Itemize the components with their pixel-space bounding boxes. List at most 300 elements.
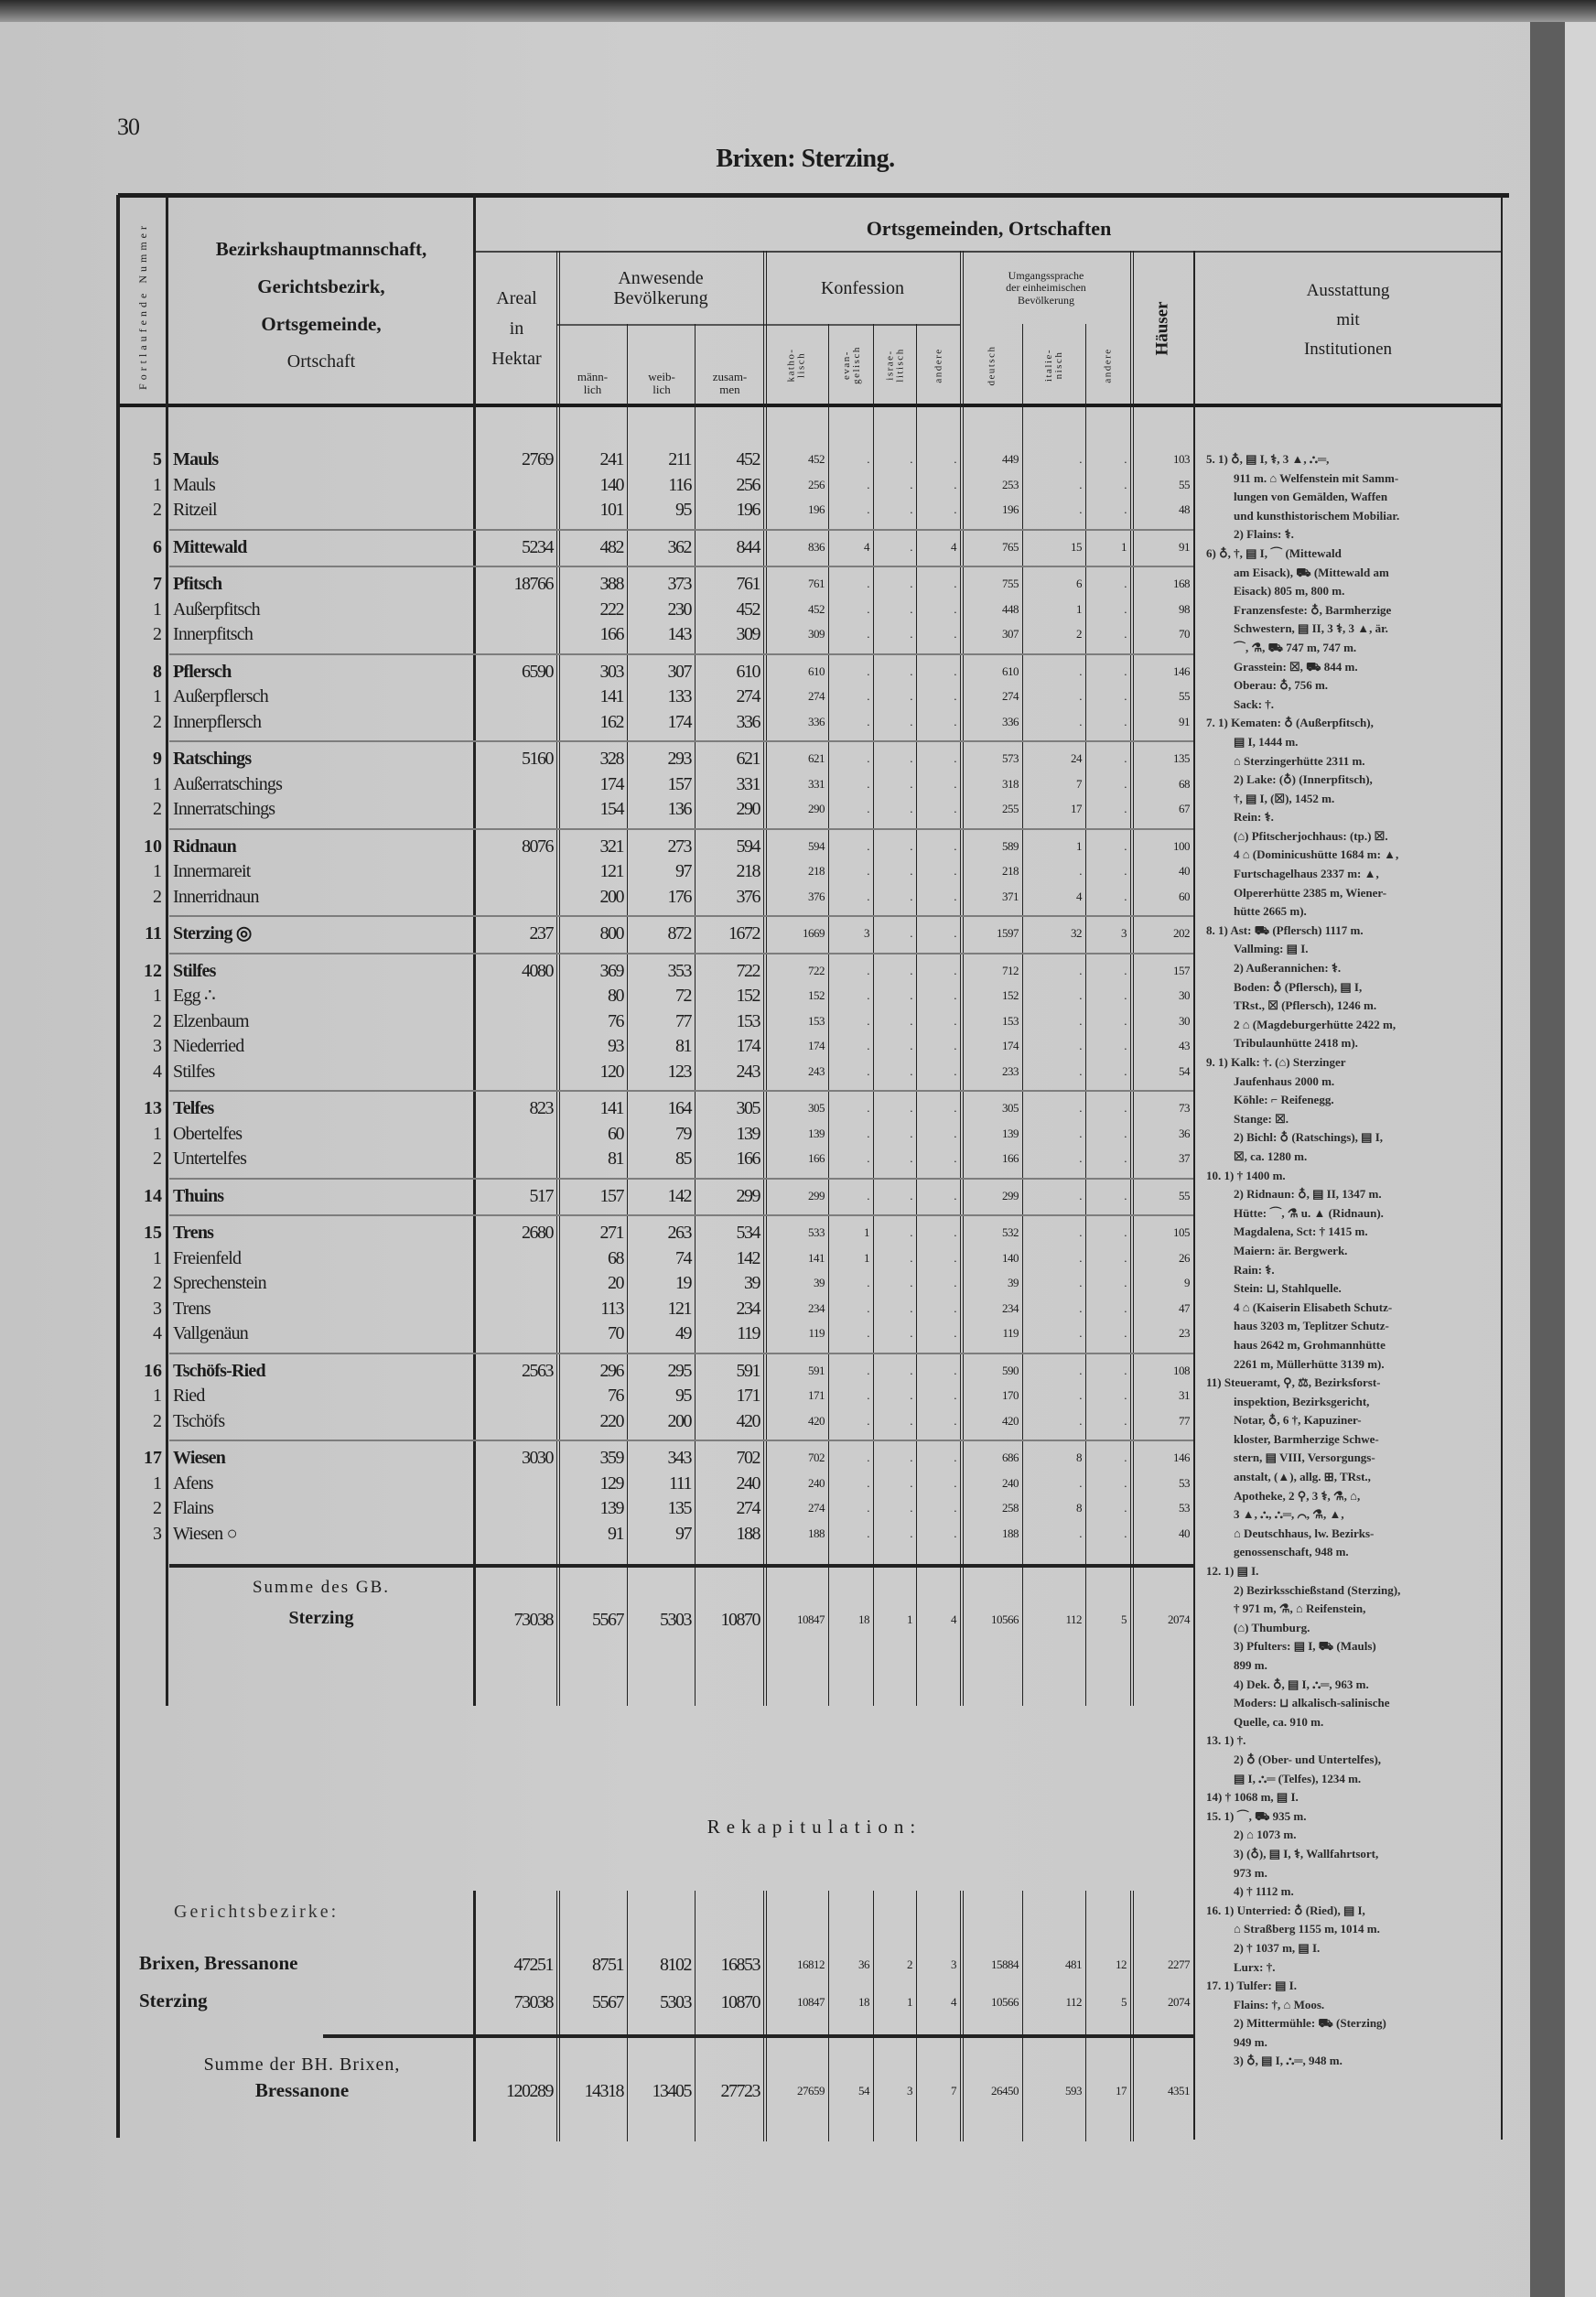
table-cell: 420	[1002, 1413, 1019, 1428]
table-cell: 85	[675, 1148, 691, 1169]
table-cell: 448	[1002, 601, 1019, 616]
header-konf-col-text: israe- litisch	[884, 348, 906, 383]
header-ausstattung-line: Institutionen	[1303, 340, 1393, 359]
table-cell: .	[1124, 1363, 1127, 1377]
ausstattung-line: anstalt, (▲), allg. ⊞, TRst.,	[1234, 1470, 1371, 1484]
table-cell: 108	[1173, 1363, 1190, 1377]
table-cell: 3	[951, 1957, 956, 1971]
table-cell: 590	[1002, 1363, 1019, 1377]
ausstattung-line: 16. 1) Unterried: ♁ (Ried), ▤ I,	[1206, 1903, 1365, 1917]
table-cell: 171	[808, 1388, 825, 1402]
table-cell: .	[910, 1188, 912, 1202]
ausstattung-line: ⌂ Deutschhaus, lw. Bezirks-	[1234, 1526, 1375, 1540]
header-sprache-line: Bevölkerung	[1018, 293, 1074, 307]
table-cell: 140	[1002, 1250, 1019, 1265]
table-cell: 318	[1002, 776, 1019, 791]
table-cell: .	[867, 1101, 869, 1115]
table-cell: .	[954, 1276, 956, 1289]
table-cell: 13405	[652, 2081, 691, 2101]
table-cell: 15	[1071, 539, 1082, 554]
header-bev-line: Anwesende	[618, 268, 704, 288]
table-cell	[475, 796, 556, 822]
ausstattung-line: Apotheke, 2 ⚲, 3 ⚕, ⚗, ⌂,	[1234, 1488, 1361, 1503]
ausstattung-line: 2) Mittermühle: ⛟ (Sterzing)	[1234, 2016, 1386, 2031]
ortsgemeinde-name: Stilfes	[173, 960, 216, 981]
table-cell: 164	[667, 1098, 691, 1118]
table-cell: 222	[599, 599, 623, 620]
table-cell: 53	[1179, 1475, 1190, 1490]
table-cell: 91	[1179, 714, 1190, 728]
table-cell: 273	[667, 836, 691, 857]
table-cell: 141	[599, 686, 623, 706]
table-cell	[475, 684, 556, 709]
table-cell: .	[1124, 1300, 1127, 1315]
table-cell: .	[910, 963, 912, 977]
table-cell: .	[867, 1363, 869, 1377]
rekap-total-rule	[323, 2034, 1193, 2038]
table-cell: 77	[675, 1010, 691, 1031]
row-number: 2	[153, 1498, 162, 1518]
table-cell: .	[910, 689, 912, 703]
ortsgemeinde-name: Pfitsch	[173, 574, 222, 594]
table-cell: .	[910, 601, 912, 616]
ortschaft-name: Flains	[173, 1498, 214, 1518]
rekap-row-name: Sterzing	[139, 1990, 208, 2011]
row-number: 1	[153, 861, 162, 881]
table-cell: 4	[864, 539, 869, 554]
table-cell: 1	[907, 1995, 912, 2009]
table-cell: .	[1079, 1225, 1082, 1239]
table-cell: 5	[1121, 1612, 1127, 1626]
ausstattung-line: Maiern: är. Bergwerk.	[1234, 1243, 1348, 1257]
ausstattung-line: 2) ♁ (Ober- und Untertelfes),	[1234, 1752, 1382, 1766]
header-konf-col	[830, 326, 873, 404]
table-cell: 240	[808, 1475, 825, 1490]
table-cell: 30	[1179, 1013, 1190, 1028]
header-bev-col-part: lich	[652, 383, 671, 396]
table-cell: .	[1079, 1188, 1082, 1202]
table-cell: .	[954, 502, 956, 516]
table-cell: .	[910, 452, 912, 466]
table-cell: 81	[675, 1036, 691, 1056]
table-cell: .	[1079, 1151, 1082, 1165]
table-cell: 1	[1076, 838, 1082, 853]
table-cell: 140	[599, 474, 623, 495]
ortschaft-name: Innermareit	[173, 861, 251, 881]
table-cell: 174	[599, 773, 623, 794]
table-cell: 119	[808, 1326, 825, 1340]
table-cell: .	[910, 539, 912, 554]
row-number: 17	[144, 1448, 162, 1468]
table-cell: 621	[808, 751, 825, 765]
table-cell: 202	[1173, 926, 1190, 940]
table-cell: 10566	[991, 1995, 1019, 2009]
table-cell: .	[1079, 1250, 1082, 1265]
header-sprache-col-text: andere	[1103, 347, 1114, 383]
ortsgemeinde-name: Wiesen	[173, 1448, 226, 1468]
header-ausstattung-line: Ausstattung	[1306, 281, 1390, 300]
table-cell: 119	[1002, 1326, 1019, 1340]
row-number: 1	[153, 986, 162, 1006]
table-cell: .	[1079, 1013, 1082, 1028]
table-cell: .	[1124, 502, 1127, 516]
table-cell: 4	[951, 1995, 956, 2009]
table-cell: 593	[1065, 2084, 1082, 2097]
table-cell	[475, 884, 556, 910]
table-cell: 174	[808, 1039, 825, 1052]
table-cell: 55	[1179, 689, 1190, 703]
table-cell	[475, 1495, 556, 1521]
table-cell: .	[867, 1501, 869, 1515]
table-cell: .	[1079, 1413, 1082, 1428]
group-divider	[169, 740, 1193, 742]
table-cell: 305	[1002, 1101, 1019, 1115]
table-cell: .	[1124, 1126, 1127, 1140]
row-number: 1	[153, 474, 162, 495]
table-cell: 534	[736, 1223, 760, 1243]
table-cell	[475, 1059, 556, 1084]
table-cell: 765	[1002, 539, 1019, 554]
table-cell: .	[910, 926, 912, 940]
table-cell: 2563	[522, 1360, 553, 1381]
header-konf-col-text: evan- gelisch	[840, 346, 862, 384]
ausstattung-line: Eisack) 805 m, 800 m.	[1234, 584, 1345, 599]
table-cell: 111	[668, 1472, 691, 1494]
table-cell: .	[1124, 452, 1127, 466]
table-cell: 594	[808, 838, 825, 853]
header-haeuser	[1132, 253, 1193, 404]
table-cell: 17	[1116, 2084, 1127, 2097]
table-cell	[475, 1296, 556, 1321]
table-cell: .	[1079, 1475, 1082, 1490]
table-cell: 532	[1002, 1225, 1019, 1239]
group-divider	[169, 1353, 1193, 1354]
table-cell: 420	[736, 1410, 760, 1431]
group-divider	[169, 653, 1193, 655]
table-cell: 4	[951, 1612, 956, 1626]
table-cell: .	[1124, 1388, 1127, 1402]
table-cell	[475, 1321, 556, 1346]
table-cell: 1	[907, 1612, 912, 1626]
table-cell: 146	[1173, 663, 1190, 678]
row-number: 3	[153, 1036, 162, 1056]
ausstattung-line: 9. 1) Kalk: †. (⌂) Sterzinger	[1206, 1055, 1346, 1069]
rekap-total-label-name: Bressanone	[254, 2079, 350, 2101]
ortschaft-name: Innerratschings	[173, 799, 275, 819]
table-cell: .	[954, 1063, 956, 1078]
table-cell: 233	[1002, 1063, 1019, 1078]
table-cell: 2	[907, 1957, 912, 1971]
ausstattung-line: haus 3203 m, Teplitzer Schutz-	[1234, 1319, 1389, 1333]
table-cell: 376	[736, 886, 760, 907]
table-cell: .	[954, 1013, 956, 1028]
table-cell: .	[1124, 1063, 1127, 1078]
ausstattung-line: 13. 1) †.	[1206, 1733, 1246, 1748]
table-cell: .	[1079, 502, 1082, 516]
table-cell: 610	[808, 663, 825, 678]
ortsgemeinde-name: Mauls	[173, 449, 219, 469]
table-cell: 55	[1179, 1188, 1190, 1202]
table-cell: 73038	[513, 1610, 553, 1630]
table-cell: .	[954, 889, 956, 903]
table-cell: .	[954, 1300, 956, 1315]
row-number: 16	[144, 1360, 162, 1381]
row-number: 15	[144, 1223, 162, 1243]
ausstattung-line: 5. 1) ♁, ▤ I, ⚕, 3 ▲, ⛬═,	[1206, 452, 1330, 466]
table-cell: 5	[1121, 1995, 1127, 2009]
header-konf-col-text: andere	[933, 347, 944, 383]
ortsgemeinde-name: Pflersch	[173, 661, 232, 682]
table-cell: 218	[736, 861, 760, 881]
table-cell: 26450	[991, 2084, 1019, 2097]
row-number: 9	[153, 749, 162, 769]
table-cell: 27659	[797, 2084, 825, 2097]
ausstattung-line: 2) Außerannichen: ⚕.	[1234, 961, 1342, 976]
header-konf-col	[918, 326, 960, 404]
ausstattung-line: Oberau: ♁, 756 m.	[1234, 678, 1329, 693]
table-cell: .	[954, 663, 956, 678]
ortschaft-name: Mauls	[173, 474, 216, 495]
header-areal	[477, 253, 556, 404]
table-cell	[475, 497, 556, 523]
table-cell: 14318	[584, 2081, 623, 2101]
table-cell: 274	[736, 686, 760, 706]
ortschaft-name: Tschöfs	[173, 1410, 225, 1431]
table-cell: .	[910, 838, 912, 853]
table-cell: 143	[667, 624, 691, 644]
table-cell: .	[1079, 1388, 1082, 1402]
table-cell: 40	[1179, 864, 1190, 878]
table-cell: 39	[744, 1273, 760, 1293]
row-number: 2	[153, 1148, 162, 1169]
table-cell: 1669	[803, 926, 825, 940]
table-cell: .	[867, 452, 869, 466]
header-sprache-col	[1087, 326, 1130, 404]
table-cell: .	[1079, 477, 1082, 491]
scan-next-page-edge	[1565, 22, 1596, 2297]
table-cell: 97	[675, 1523, 691, 1544]
header-sprache-col-text: italie- nisch	[1043, 348, 1065, 383]
table-cell: .	[910, 663, 912, 678]
table-cell	[475, 771, 556, 797]
table-cell: 290	[808, 802, 825, 815]
row-number: 6	[153, 536, 162, 557]
table-cell: 452	[736, 599, 760, 620]
ortschaft-name: Innerpflersch	[173, 711, 262, 732]
table-cell: 121	[599, 861, 623, 881]
table-cell: .	[910, 1388, 912, 1402]
table-cell: 258	[1002, 1501, 1019, 1515]
table-cell: .	[867, 714, 869, 728]
table-cell: .	[1124, 1188, 1127, 1202]
table-cell: .	[910, 1363, 912, 1377]
table-cell: 95	[675, 500, 691, 520]
table-cell: 362	[667, 536, 691, 557]
table-cell: 188	[808, 1526, 825, 1540]
table-cell: .	[867, 1126, 869, 1140]
table-cell: .	[910, 1300, 912, 1315]
group-divider	[169, 566, 1193, 567]
table-cell: 5567	[592, 1992, 623, 2012]
table-cell: 157	[1173, 963, 1190, 977]
table-cell: .	[954, 776, 956, 791]
table-cell: 274	[736, 1498, 760, 1518]
header-sub-rule	[556, 324, 960, 326]
table-cell: .	[1079, 864, 1082, 878]
ausstattung-line: 911 m. ⌂ Welfenstein mit Samm-	[1234, 470, 1399, 485]
ausstattung-line: hütte 2665 m).	[1234, 904, 1307, 919]
rekap-subtitle: Gerichtsbezirke:	[174, 1902, 340, 1922]
row-number: 12	[144, 960, 162, 981]
ausstattung-line: 14) † 1068 m, ▤ I.	[1206, 1790, 1299, 1805]
table-cell: 240	[1002, 1475, 1019, 1490]
table-cell: .	[910, 1013, 912, 1028]
table-cell: .	[954, 1501, 956, 1515]
table-cell: .	[910, 776, 912, 791]
table-cell: .	[867, 1151, 869, 1165]
table-cell: .	[867, 689, 869, 703]
row-number: 1	[153, 686, 162, 706]
table-cell: .	[1124, 802, 1127, 815]
table-cell: .	[910, 1326, 912, 1340]
table-cell: .	[954, 1151, 956, 1165]
table-cell: .	[1124, 663, 1127, 678]
ortschaft-name: Sprechenstein	[173, 1273, 266, 1293]
table-cell: 16812	[797, 1957, 825, 1971]
row-number: 4	[153, 1061, 162, 1082]
table-cell: 121	[667, 1298, 691, 1319]
header-konf-col	[765, 326, 828, 404]
row-number: 1	[153, 599, 162, 620]
table-cell: 120289	[506, 2081, 553, 2101]
table-cell: .	[1124, 963, 1127, 977]
table-cell: .	[1124, 689, 1127, 703]
table-cell: 48	[1179, 502, 1190, 516]
table-cell: .	[867, 1388, 869, 1402]
group-divider	[169, 529, 1193, 531]
ausstattung-line: 2) † 1037 m, ▤ I.	[1234, 1940, 1321, 1955]
table-cell: 253	[1002, 477, 1019, 491]
table-cell: 174	[1002, 1039, 1019, 1052]
table-cell: .	[910, 1526, 912, 1540]
table-cell: .	[1079, 714, 1082, 728]
table-cell: 196	[808, 502, 825, 516]
table-cell: .	[1079, 1526, 1082, 1540]
ortschaft-name: Egg ∴	[173, 986, 215, 1006]
table-cell: 152	[808, 988, 825, 1002]
ausstattung-line: Moders: ⊔ alkalisch-salinische	[1234, 1696, 1390, 1710]
table-cell: 73038	[513, 1992, 553, 2012]
row-number: 2	[153, 624, 162, 644]
table-cell: 243	[808, 1063, 825, 1078]
table-cell: 40	[1179, 1526, 1190, 1540]
rekap-total-label: Summe der BH. Brixen,	[203, 2054, 401, 2075]
row-number: 3	[153, 1523, 162, 1544]
table-cell: 133	[667, 686, 691, 706]
table-cell: 702	[808, 1450, 825, 1464]
ortschaft-name: Außerratschings	[173, 773, 283, 794]
row-number: 2	[153, 1010, 162, 1031]
header-bottom-rule	[118, 404, 1501, 407]
table-cell: 872	[667, 923, 691, 944]
header-konf-col	[875, 326, 916, 404]
rekap-title: Rekapitulation:	[706, 1816, 922, 1838]
table-cell: 72	[675, 986, 691, 1006]
group-divider	[169, 953, 1193, 954]
table-cell: .	[910, 1225, 912, 1239]
table-cell: 452	[808, 601, 825, 616]
table-cell: 139	[808, 1126, 825, 1140]
table-cell: 70	[608, 1323, 623, 1343]
table-cell: 594	[736, 836, 760, 857]
table-cell: 105	[1173, 1225, 1190, 1239]
table-cell: 533	[808, 1225, 825, 1239]
table-cell: 305	[736, 1098, 760, 1118]
table-cell: 19	[675, 1273, 691, 1293]
ortschaft-name: Wiesen ○	[173, 1523, 237, 1544]
table-cell: 3	[1121, 926, 1127, 940]
table-cell: 263	[667, 1223, 691, 1243]
table-cell: 240	[736, 1472, 760, 1494]
table-cell: 81	[608, 1148, 623, 1169]
table-cell: 2	[1076, 627, 1082, 641]
table-cell: 2769	[522, 449, 553, 469]
table-cell: .	[867, 1188, 869, 1202]
table-cell: .	[954, 1039, 956, 1052]
table-cell: 17	[1071, 802, 1082, 815]
ausstattung-line: 2) Bezirksschießstand (Sterzing),	[1234, 1582, 1401, 1597]
table-cell: .	[867, 502, 869, 516]
ausstattung-line: Tribulaunhütte 2418 m).	[1234, 1036, 1358, 1051]
table-cell: 449	[1002, 452, 1019, 466]
table-cell: 8102	[660, 1955, 691, 1975]
ausstattung-line: †, ▤ I, (☒), 1452 m.	[1234, 791, 1335, 805]
ausstattung-line: 8. 1) Ast: ⛟ (Pflersch) 1117 m.	[1206, 922, 1364, 937]
ausstattung-line: ▤ I, ⛬═ (Telfes), 1234 m.	[1234, 1771, 1362, 1785]
table-cell: 166	[599, 624, 623, 644]
summe-gb-label: Summe des GB.	[252, 1578, 391, 1597]
row-number: 5	[153, 449, 162, 469]
table-cell: 200	[599, 886, 623, 907]
header-bev-col	[696, 326, 763, 404]
table-cell: 152	[736, 986, 760, 1006]
ausstattung-line: 6) ♁, †, ▤ I, ⌒ (Mittewald	[1206, 545, 1342, 560]
table-cell: 610	[1002, 663, 1019, 678]
table-cell: 12	[1116, 1957, 1127, 1971]
ortschaft-name: Untertelfes	[173, 1148, 247, 1169]
header-group: Ortsgemeinden, Ortschaften	[866, 216, 1112, 240]
row-number: 2	[153, 1273, 162, 1293]
table-cell: .	[910, 1063, 912, 1078]
haeuser-column-line	[1193, 251, 1195, 2140]
row-number: 2	[153, 799, 162, 819]
table-cell: 141	[599, 1098, 623, 1118]
table-cell	[475, 621, 556, 647]
table-cell: 10870	[720, 1992, 760, 2012]
table-cell: 18	[858, 1995, 869, 2009]
table-cell: 136	[667, 799, 691, 819]
ausstattung-line: Schwestern, ▤ II, 3 ⚕, 3 ▲, är.	[1234, 621, 1388, 636]
table-cell: 30	[1179, 988, 1190, 1002]
table-cell: 36	[858, 1957, 869, 1971]
header-name-line: Gerichtsbezirk,	[257, 275, 385, 297]
table-cell: .	[867, 1450, 869, 1464]
ausstattung-line: 2 ⌂ (Magdeburgerhütte 2422 m,	[1234, 1017, 1396, 1031]
table-cell: .	[1124, 1013, 1127, 1028]
table-cell: .	[1124, 1475, 1127, 1490]
table-cell: 309	[808, 627, 825, 641]
ausstattung-line: † 971 m, ⚗, ⌂ Reifenstein,	[1234, 1601, 1366, 1616]
